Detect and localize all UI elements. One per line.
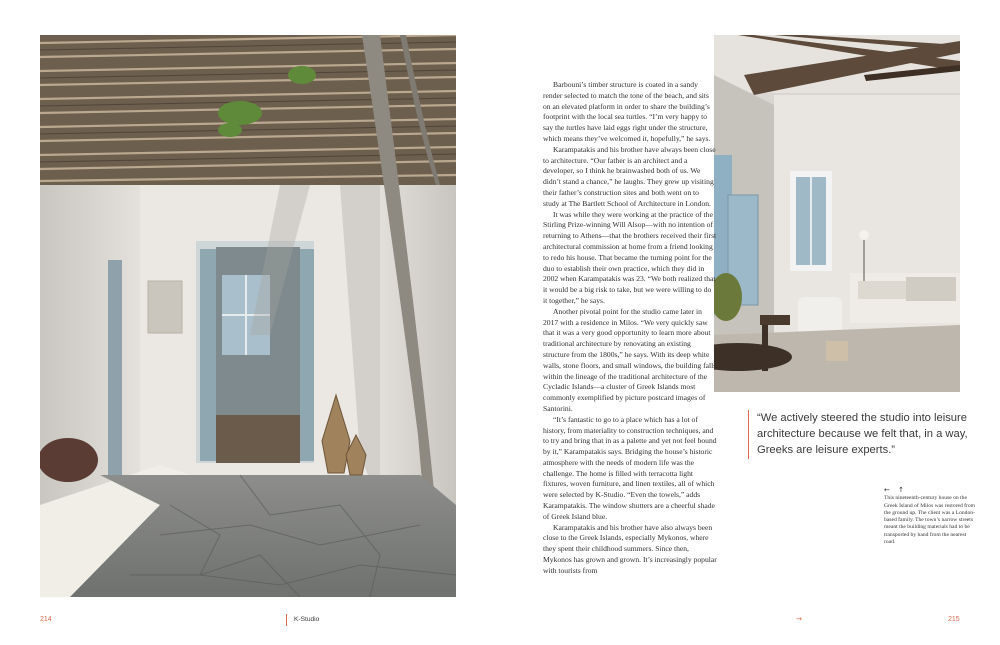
photo-caption [884, 487, 976, 546]
running-head: K-Studio [294, 616, 320, 623]
page-number-right: 215 [948, 616, 960, 623]
body-paragraph: Another pivotal point for the studio came later in 2017 with a residence in Milos. “We very quickly saw that it was a very good opportunity to learn more about traditional architecture by renovating an existing structure from the 1800s,” he says. With its deep white walls, stone floors, and small windows, the building falls within the lineage of the traditional architecture of the Cycladic Islands—a cluster of Greek Islands most commonly exemplified by picture postcard images of Santorini. [543, 306, 717, 413]
interior-illustration [714, 35, 960, 392]
body-paragraph: “It’s fantastic to go to a place which has a lot of history, from materiality to construction techniques, and to try and bring that in as a palette and yet not feel bound by it,” Karampatakis says. Bridging the house’s historic atmosphere with the needs of modern life was the challenge. The home is filled with terracotta light fixtures, woven furniture, and linen textiles, all of which were selected by K-Studio. “Even the towels,” adds Karampatakis. The window shutters are a cheerful shade of Greek Island blue. [543, 414, 717, 521]
article-body [543, 80, 717, 577]
page-number-left: 214 [40, 616, 52, 623]
body-paragraph: Barbouni’s timber structure is coated in a sandy render selected to match the tone of the beach, and sits on an elevated platform in order to share the building’s footprint with the local sea turtles. “I’m very happy to say the turtles have laid eggs right under the structure, which means they’ve welcomed it, hopefully,” he says. [543, 80, 711, 143]
interior-photo [714, 35, 960, 392]
body-paragraph: Karampatakis and his brother have also always been close to the Greek Islands, especially Mykonos, where they spent their childhood summers. Since then, Mykonos has grown and grown. It’s increasingly popular with tourists from [543, 522, 717, 575]
body-paragraph: Karampatakis and his brother have always been close to architecture. “Our father is an architect and a developer, so I think he brainwashed both of us. We didn’t stand a chance,” he laughs. They grew up visiting their father’s construction sites and both went on to study at The Bartlett School of Architecture in London. [543, 144, 716, 208]
body-paragraph: It was while they were working at the practice of the Stirling Prize-winning Will Alsop—with no intention of returning to Athens—that the brothers received their first architectural commission at home from a friend looking to redo his house. That became the turning point for the duo to establish their own practice, which they did in 2002 when Karampatakis was 23. “We both realized that it would be a big risk to take, but we were willing to do it together,” he says. [543, 209, 717, 305]
courtyard-illustration [40, 35, 456, 597]
pull-quote: “We actively steered the studio into leisure architecture because we felt that, in a way, Greeks are leisure experts.” [748, 410, 979, 459]
caption-text: This nineteenth-century house on the Greek Island of Milos was restored from the ground up. The client was a London-based family. The town’s narrow streets meant the building materials had to be transported by hand from the nearest road. [884, 495, 976, 546]
caption-arrows-icon: ← ↑ [884, 486, 907, 494]
courtyard-photo [40, 35, 456, 597]
next-page-arrow-icon: → [796, 615, 802, 623]
running-head-rule [286, 614, 287, 626]
